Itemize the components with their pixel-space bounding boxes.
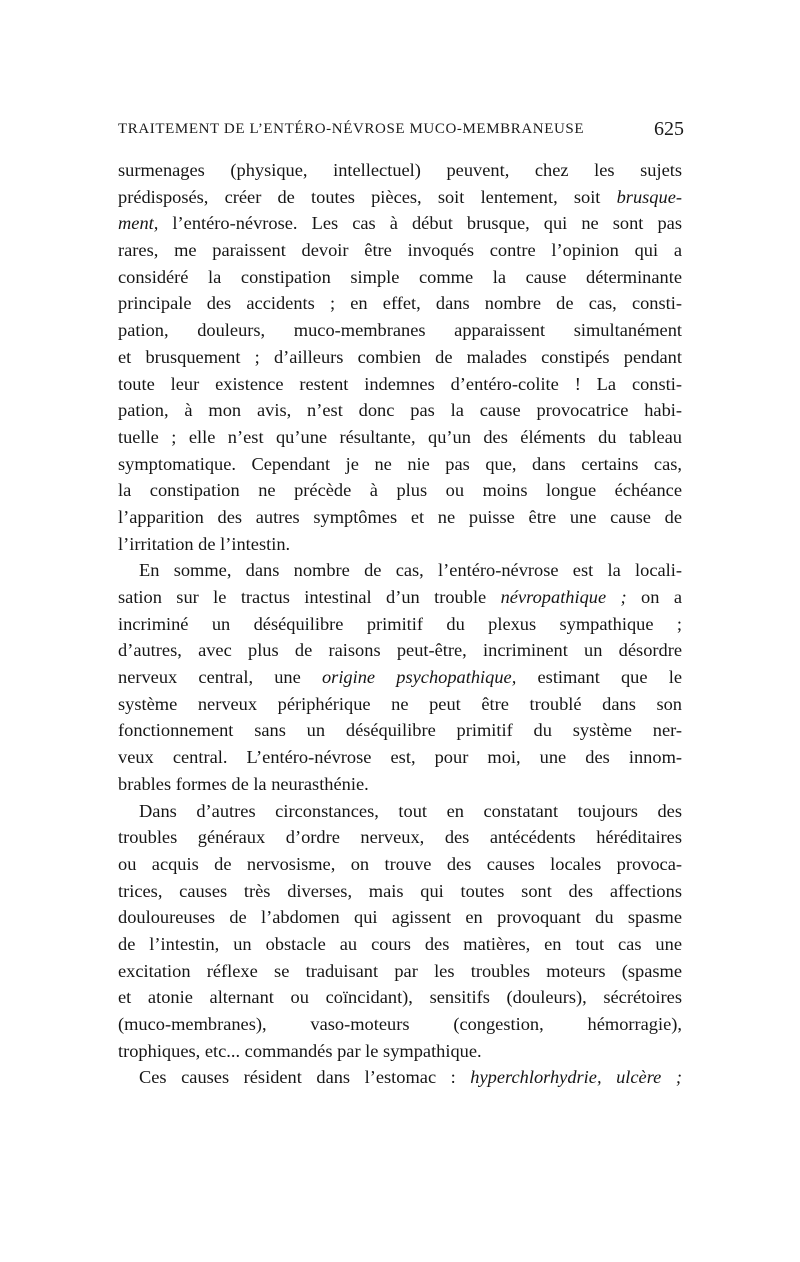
text-line: nerveux central, une origine psychopathique, estimant que le bbox=[118, 667, 682, 688]
body-text bbox=[118, 157, 682, 1091]
text-line: surmenages (physique, intellectuel) peuvent, chez les sujets bbox=[118, 160, 682, 180]
text-line: toute leur existence restent indemnes d’entéro-colite ! La consti- bbox=[118, 373, 682, 394]
text-line: excitation réflexe se traduisant par les troubles moteurs (spasme bbox=[118, 960, 682, 981]
text-line: pation, à mon avis, n’est donc pas la cause provocatrice habi- bbox=[118, 400, 682, 421]
text-line: ou acquis de nervosisme, on trouve des causes locales provoca- bbox=[118, 853, 682, 874]
text-line: principale des accidents ; en effet, dans nombre de cas, consti- bbox=[118, 293, 682, 314]
text-line: En somme, dans nombre de cas, l’entéro-névrose est la locali- bbox=[139, 560, 682, 581]
italic-text: origine psychopathique, bbox=[321, 667, 517, 688]
text-line: ment, l’entéro-névrose. Les cas à début brusque, qui ne sont pas bbox=[118, 213, 682, 234]
text-line: douloureuses de l’abdomen qui agissent en provoquant du spasme bbox=[118, 907, 682, 928]
text-line: Dans d’autres circonstances, tout en constatant toujours des bbox=[139, 800, 682, 821]
text-line: d’autres, avec plus de raisons peut-être, incriminent un désordre bbox=[118, 640, 682, 661]
text-line: système nerveux périphérique ne peut être troublé dans son bbox=[118, 693, 682, 714]
text-line: rares, me paraissent devoir être invoqués contre l’opinion qui a bbox=[118, 240, 682, 261]
text-line: sation sur le tractus intestinal d’un trouble névropathique ; on a bbox=[118, 587, 682, 607]
text-line: pation, douleurs, muco-membranes apparaissent simultanément bbox=[118, 320, 682, 341]
page-number: 625 bbox=[654, 118, 684, 140]
text-line: troubles généraux d’ordre nerveux, des antécédents héréditaires bbox=[118, 827, 682, 848]
text-line: incriminé un déséquilibre primitif du plexus sympathique ; bbox=[118, 613, 682, 634]
italic-text: ment, bbox=[118, 213, 159, 234]
text-line: l’irritation de l’intestin. bbox=[118, 533, 291, 554]
text-line: Ces causes résident dans l’estomac : hyperchlorhydrie, ulcère ; bbox=[139, 1067, 682, 1088]
italic-text: névropathique ; bbox=[500, 587, 627, 607]
text-line: considéré la constipation simple comme la cause déterminante bbox=[118, 266, 682, 287]
text-line: trices, causes très diverses, mais qui toutes sont des affections bbox=[118, 880, 682, 901]
italic-text: hyperchlorhydrie, ulcère ; bbox=[470, 1067, 682, 1088]
italic-text: brusque- bbox=[616, 186, 682, 207]
text-line: (muco-membranes), vaso-moteurs (congestion, hémorragie), bbox=[118, 1014, 682, 1034]
text-line: la constipation ne précède à plus ou moins longue échéance bbox=[118, 480, 682, 501]
text-line: veux central. L’entéro-névrose est, pour moi, une des innom- bbox=[118, 747, 682, 768]
text-line: prédisposés, créer de toutes pièces, soit lentement, soit brusque- bbox=[118, 186, 682, 207]
text-line: de l’intestin, un obstacle au cours des matières, en tout cas une bbox=[118, 933, 682, 954]
text-line: trophiques, etc... commandés par le sympathique. bbox=[118, 1040, 482, 1061]
running-header bbox=[118, 118, 684, 147]
text-line: symptomatique. Cependant je ne nie pas que, dans certains cas, bbox=[118, 453, 682, 474]
text-line: et atonie alternant ou coïncidant), sensitifs (douleurs), sécrétoires bbox=[118, 987, 682, 1008]
text-line: fonctionnement sans un déséquilibre primitif du système ner- bbox=[118, 720, 682, 741]
text-line: l’apparition des autres symptômes et ne puisse être une cause de bbox=[118, 506, 682, 527]
running-title: TRAITEMENT DE L’ENTÉRO-NÉVROSE MUCO-MEMBRANEUSE bbox=[118, 121, 585, 137]
text-line: brables formes de la neurasthénie. bbox=[118, 773, 369, 794]
text-line: et brusquement ; d’ailleurs combien de malades constipés pendant bbox=[118, 346, 682, 367]
text-line: tuelle ; elle n’est qu’une résultante, qu’un des éléments du tableau bbox=[118, 426, 682, 447]
